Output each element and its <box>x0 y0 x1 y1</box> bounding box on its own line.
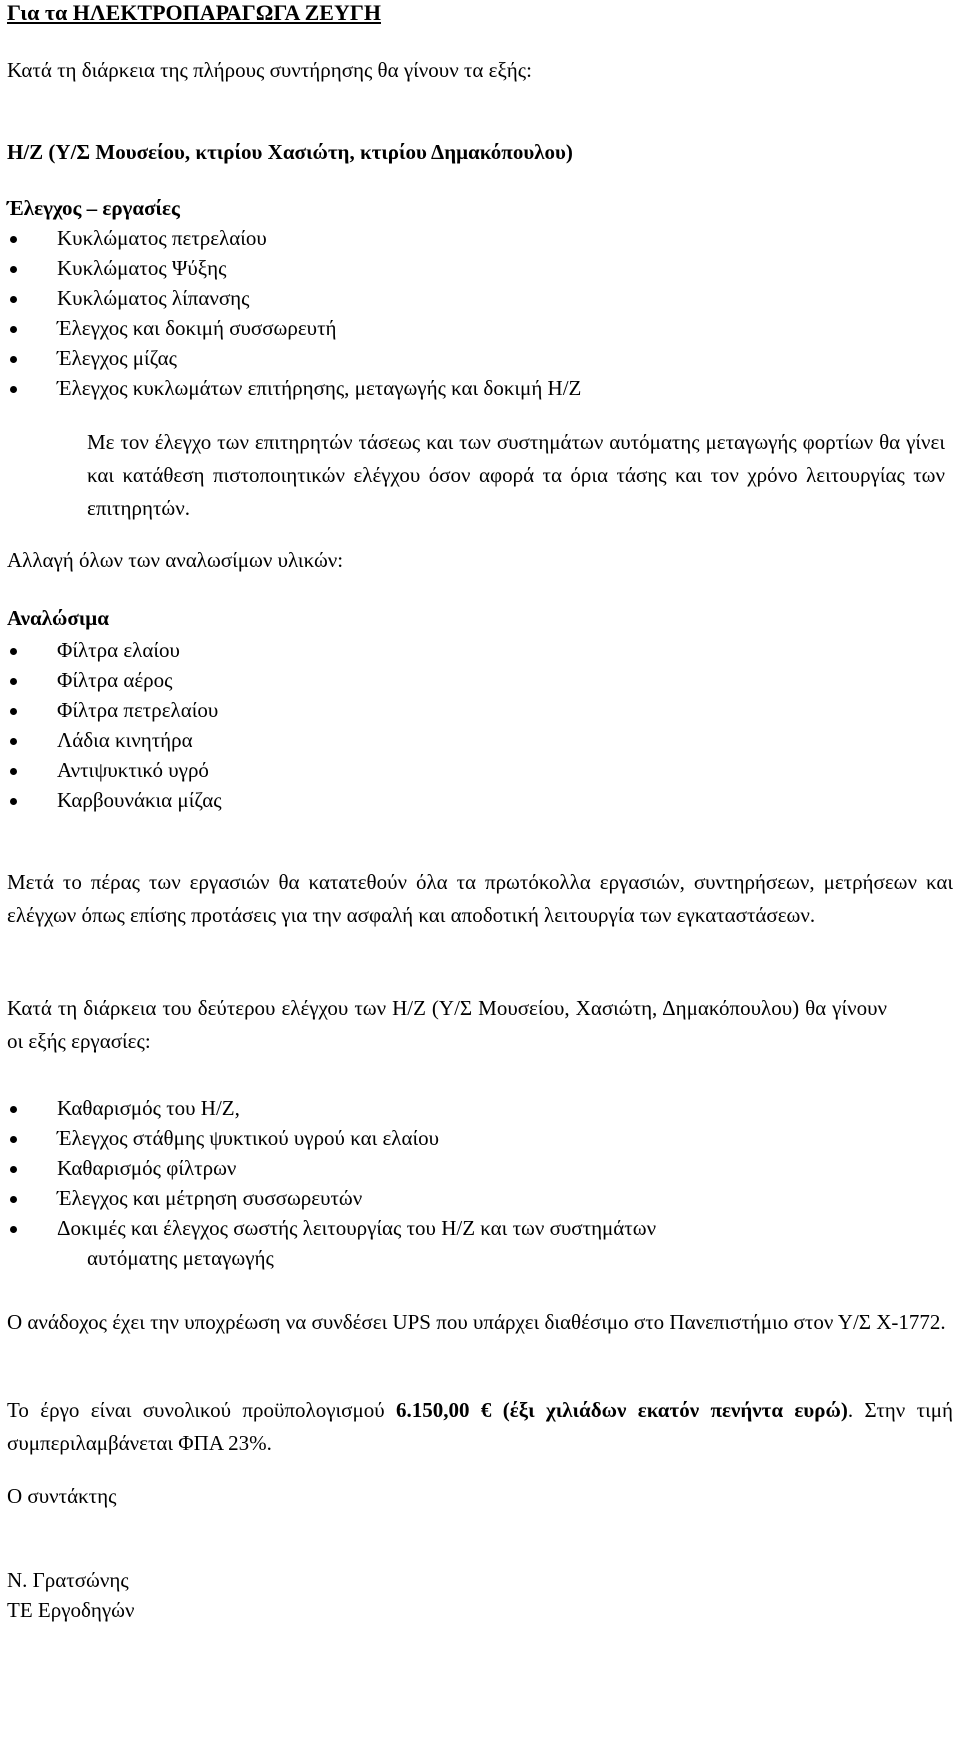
list-item: Έλεγχος στάθμης ψυκτικού υγρού και ελαίου <box>57 1126 440 1150</box>
budget-prefix: Το έργο είναι συνολικού προϋπολογισμού <box>7 1398 396 1422</box>
list-item: Φίλτρα ελαίου <box>57 638 180 662</box>
author-role: ΤΕ Εργοδηγών <box>7 1598 135 1622</box>
list-item: Έλεγχος μίζας <box>57 346 177 370</box>
monitor-paragraph: Με τον έλεγχο των επιτηρητών τάσεως και των συστημάτων αυτόματης μεταγωγής φορτίων θα γίνει και κατάθεση πιστοποιητικών ελέγχου όσον αφορά τα όρια τάσης και τον χρόνο λειτουργίας των επιτηρητών. <box>87 430 945 520</box>
list-item: Έλεγχος και μέτρηση συσσωρευτών <box>57 1186 363 1210</box>
list-item: Φίλτρα πετρελαίου <box>57 698 219 722</box>
list-item: Κυκλώματος Ψύξης <box>57 256 227 280</box>
list-item: Κυκλώματος πετρελαίου <box>57 226 267 250</box>
list-item: Καθαρισμός του Η/Ζ, <box>57 1096 240 1120</box>
list-item: Έλεγχος και δοκιμή συσσωρευτή <box>57 316 337 340</box>
budget-amount: 6.150,00 € (έξι χιλιάδων εκατόν πενήντα ευρώ) <box>396 1398 848 1422</box>
list-item-continuation: αυτόματης μεταγωγής <box>87 1246 274 1270</box>
budget-suffix: . Στην τιμή συμπεριλαμβάνεται ΦΠΑ 23%. <box>7 1398 954 1455</box>
generator-heading: Η/Ζ (Υ/Σ Μουσείου, κτιρίου Χασιώτη, κτιρίου Δημακόπουλου) <box>7 140 573 164</box>
list-item: Αντιψυκτικό υγρό <box>57 758 209 782</box>
ups-paragraph: Ο ανάδοχος έχει την υποχρέωση να συνδέσει UPS που υπάρχει διαθέσιμο στο Πανεπιστήμιο στον Υ/Σ Χ-1772. <box>7 1310 946 1334</box>
author-name: Ν. Γρατσώνης <box>7 1568 129 1592</box>
checks-heading: Έλεγχος – εργασίες <box>7 196 180 220</box>
after-works-paragraph: Μετά το πέρας των εργασιών θα κατατεθούν όλα τα πρωτόκολλα εργασιών, συντηρήσεων, μετρήσεων και ελέγχων όπως επίσης προτάσεις για την ασφαλή και αποδοτική λειτουργία των εγκαταστάσεων. <box>7 870 953 927</box>
second-check-paragraph: Κατά τη διάρκεια του δεύτερου ελέγχου των Η/Ζ (Υ/Σ Μουσείου, Χασιώτη, Δημακόπουλου) θα γίνουν οι εξής εργασίες: <box>7 996 887 1053</box>
list-item: Φίλτρα αέρος <box>57 668 173 692</box>
list-item: Καθαρισμός φίλτρων <box>57 1156 237 1180</box>
author-label: Ο συντάκτης <box>7 1484 117 1508</box>
list-item: Δοκιμές και έλεγχος σωστής λειτουργίας του Η/Ζ και των συστημάτων <box>57 1216 657 1240</box>
change-all-text: Αλλαγή όλων των αναλωσίμων υλικών: <box>7 548 344 572</box>
budget-paragraph <box>7 1394 953 1460</box>
intro-text: Κατά τη διάρκεια της πλήρους συντήρησης θα γίνουν τα εξής: <box>7 58 532 82</box>
list-item: Έλεγχος κυκλωμάτων επιτήρησης, μεταγωγής και δοκιμή Η/Ζ <box>57 376 582 400</box>
document-title: Για τα ΗΛΕΚΤΡΟΠΑΡΑΓΩΓΑ ΖΕΥΓΗ <box>7 0 381 25</box>
consumables-heading: Αναλώσιμα <box>7 606 109 630</box>
list-item: Λάδια κινητήρα <box>57 728 193 752</box>
list-item: Καρβουνάκια μίζας <box>57 788 222 812</box>
list-item: Κυκλώματος λίπανσης <box>57 286 250 310</box>
